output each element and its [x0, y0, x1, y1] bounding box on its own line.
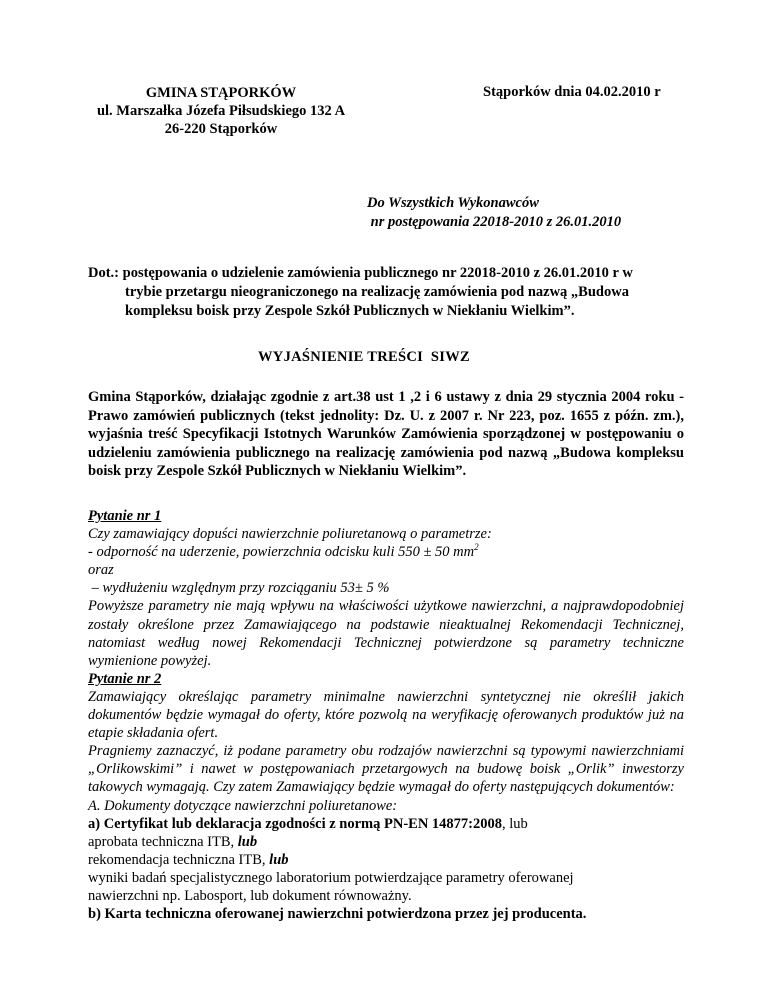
- question-1-heading: Pytanie nr 1: [88, 508, 162, 524]
- sender-address: [90, 84, 352, 138]
- document-item-a: [88, 815, 684, 833]
- questions-body: [88, 507, 684, 923]
- intro-paragraph: Gmina Stąporków, działając zgodnie z art.38 ust 1 ,2 i 6 ustawy z dnia 29 stycznia 2004 roku - Prawo zamówień publicznych (tekst jednolity: Dz. U. z 2007 r. Nr 223, poz. 1655 z późn. zm.), wyjaśnia treść Specyfikacji Istotnych Warunków Zamówienia sporządzonej w postępowaniu o udzieleniu zamówienia publicznego na realizację zamówienia pod nazwą „Budowa kompleksu boisk przy Zespole Szkół Publicznych w Niekłaniu Wielkim”.: [88, 389, 684, 480]
- approval-or: lub: [237, 833, 258, 850]
- item-a-bold: a) Certyfikat lub deklaracja zgodności z normą PN-EN 14877:2008: [88, 815, 503, 832]
- recipient-line: Do Wszystkich Wykonawców: [367, 195, 539, 211]
- item-a-tail: , lub: [502, 815, 528, 832]
- recommendation-text: rekomendacja techniczna ITB,: [88, 851, 270, 868]
- question-2-paragraph-2: Pragniemy zaznaczyć, iż podane parametry obu rodzajów nawierzchni są typowymi nawierzchniami „Orlikowskimi” i nawet w postępowaniach przetargowych na budowę boisk „Orlik” inwestorzy takowych wymagają. Czy zatem Zamawiający będzie wymagał do oferty następujących dokumentów:: [88, 743, 684, 796]
- document-item-results-1: wyniki badań specjalistycznego laboratorium potwierdzające parametry oferowanej: [88, 869, 574, 886]
- question-2-heading: Pytanie nr 2: [88, 670, 162, 687]
- document-item-b: b) Karta techniczna oferowanej nawierzchni potwierdzona przez jej producenta.: [88, 906, 587, 923]
- param-impact-exponent: 2: [474, 542, 479, 553]
- question-1-param-elongation: – wydłużeniu względnym przy rozciąganiu 53± 5 %: [88, 580, 390, 597]
- question-1-and: oraz: [88, 562, 114, 579]
- subject-first-line: Dot.: postępowania o udzielenie zamówienia publicznego nr 22018-2010 z 26.01.2010 r w: [88, 265, 633, 281]
- case-number-line: nr postępowania 22018-2010 z 26.01.2010: [367, 214, 622, 230]
- subject-rest: trybie przetargu nieograniczonego na realizację zamówienia pod nazwą „Budowa kompleksu boisk przy Zespole Szkół Publicznych w Niekłaniu Wielkim”.: [125, 284, 629, 319]
- document-item-results-2: nawierzchni np. Labosport, lub dokument równoważny.: [88, 887, 412, 904]
- document-title: WYJAŚNIENIE TREŚCI SIWZ: [258, 349, 471, 365]
- document-item-approval: [88, 833, 684, 851]
- sender-city: 26-220 Stąporków: [164, 121, 278, 137]
- question-1-line: Czy zamawiający dopuści nawierzchnie poliuretanową o parametrze:: [88, 526, 492, 543]
- document-date: Stąporków dnia 04.02.2010 r: [483, 84, 661, 100]
- approval-text: aprobata techniczna ITB,: [88, 833, 238, 850]
- sender-name: GMINA STĄPORKÓW: [145, 85, 297, 101]
- recipient-block: [367, 194, 621, 232]
- question-1-param-impact: [88, 543, 684, 561]
- documents-heading: A. Dokumenty dotyczące nawierzchni poliuretanowe:: [88, 797, 398, 814]
- sender-street: ul. Marszałka Józefa Piłsudskiego 132 A: [96, 103, 346, 119]
- param-impact-text: - odporność na uderzenie, powierzchnia odcisku kuli 550 ± 50 mm: [88, 544, 475, 561]
- subject-block: [88, 264, 684, 321]
- question-2-paragraph-1: Zamawiający określając parametry minimalne nawierzchni syntetycznej nie określił jakich dokumentów będzie wymagał do oferty, które pozwolą na weryfikację oferowanych produktów już na etapie składania ofert.: [88, 688, 684, 742]
- recommendation-or: lub: [269, 851, 289, 868]
- document-item-recommendation: [88, 851, 684, 869]
- question-1-paragraph: Powyższe parametry nie mają wpływu na właściwości użytkowe nawierzchni, a najprawdopodobniej zostały określone przez Zamawiającego na podstawie nieaktualnej Rekomendacji Technicznej, natomiast według nowej Rekomendacji Technicznej potwierdzone są parametry techniczne wymienione powyżej.: [88, 598, 684, 669]
